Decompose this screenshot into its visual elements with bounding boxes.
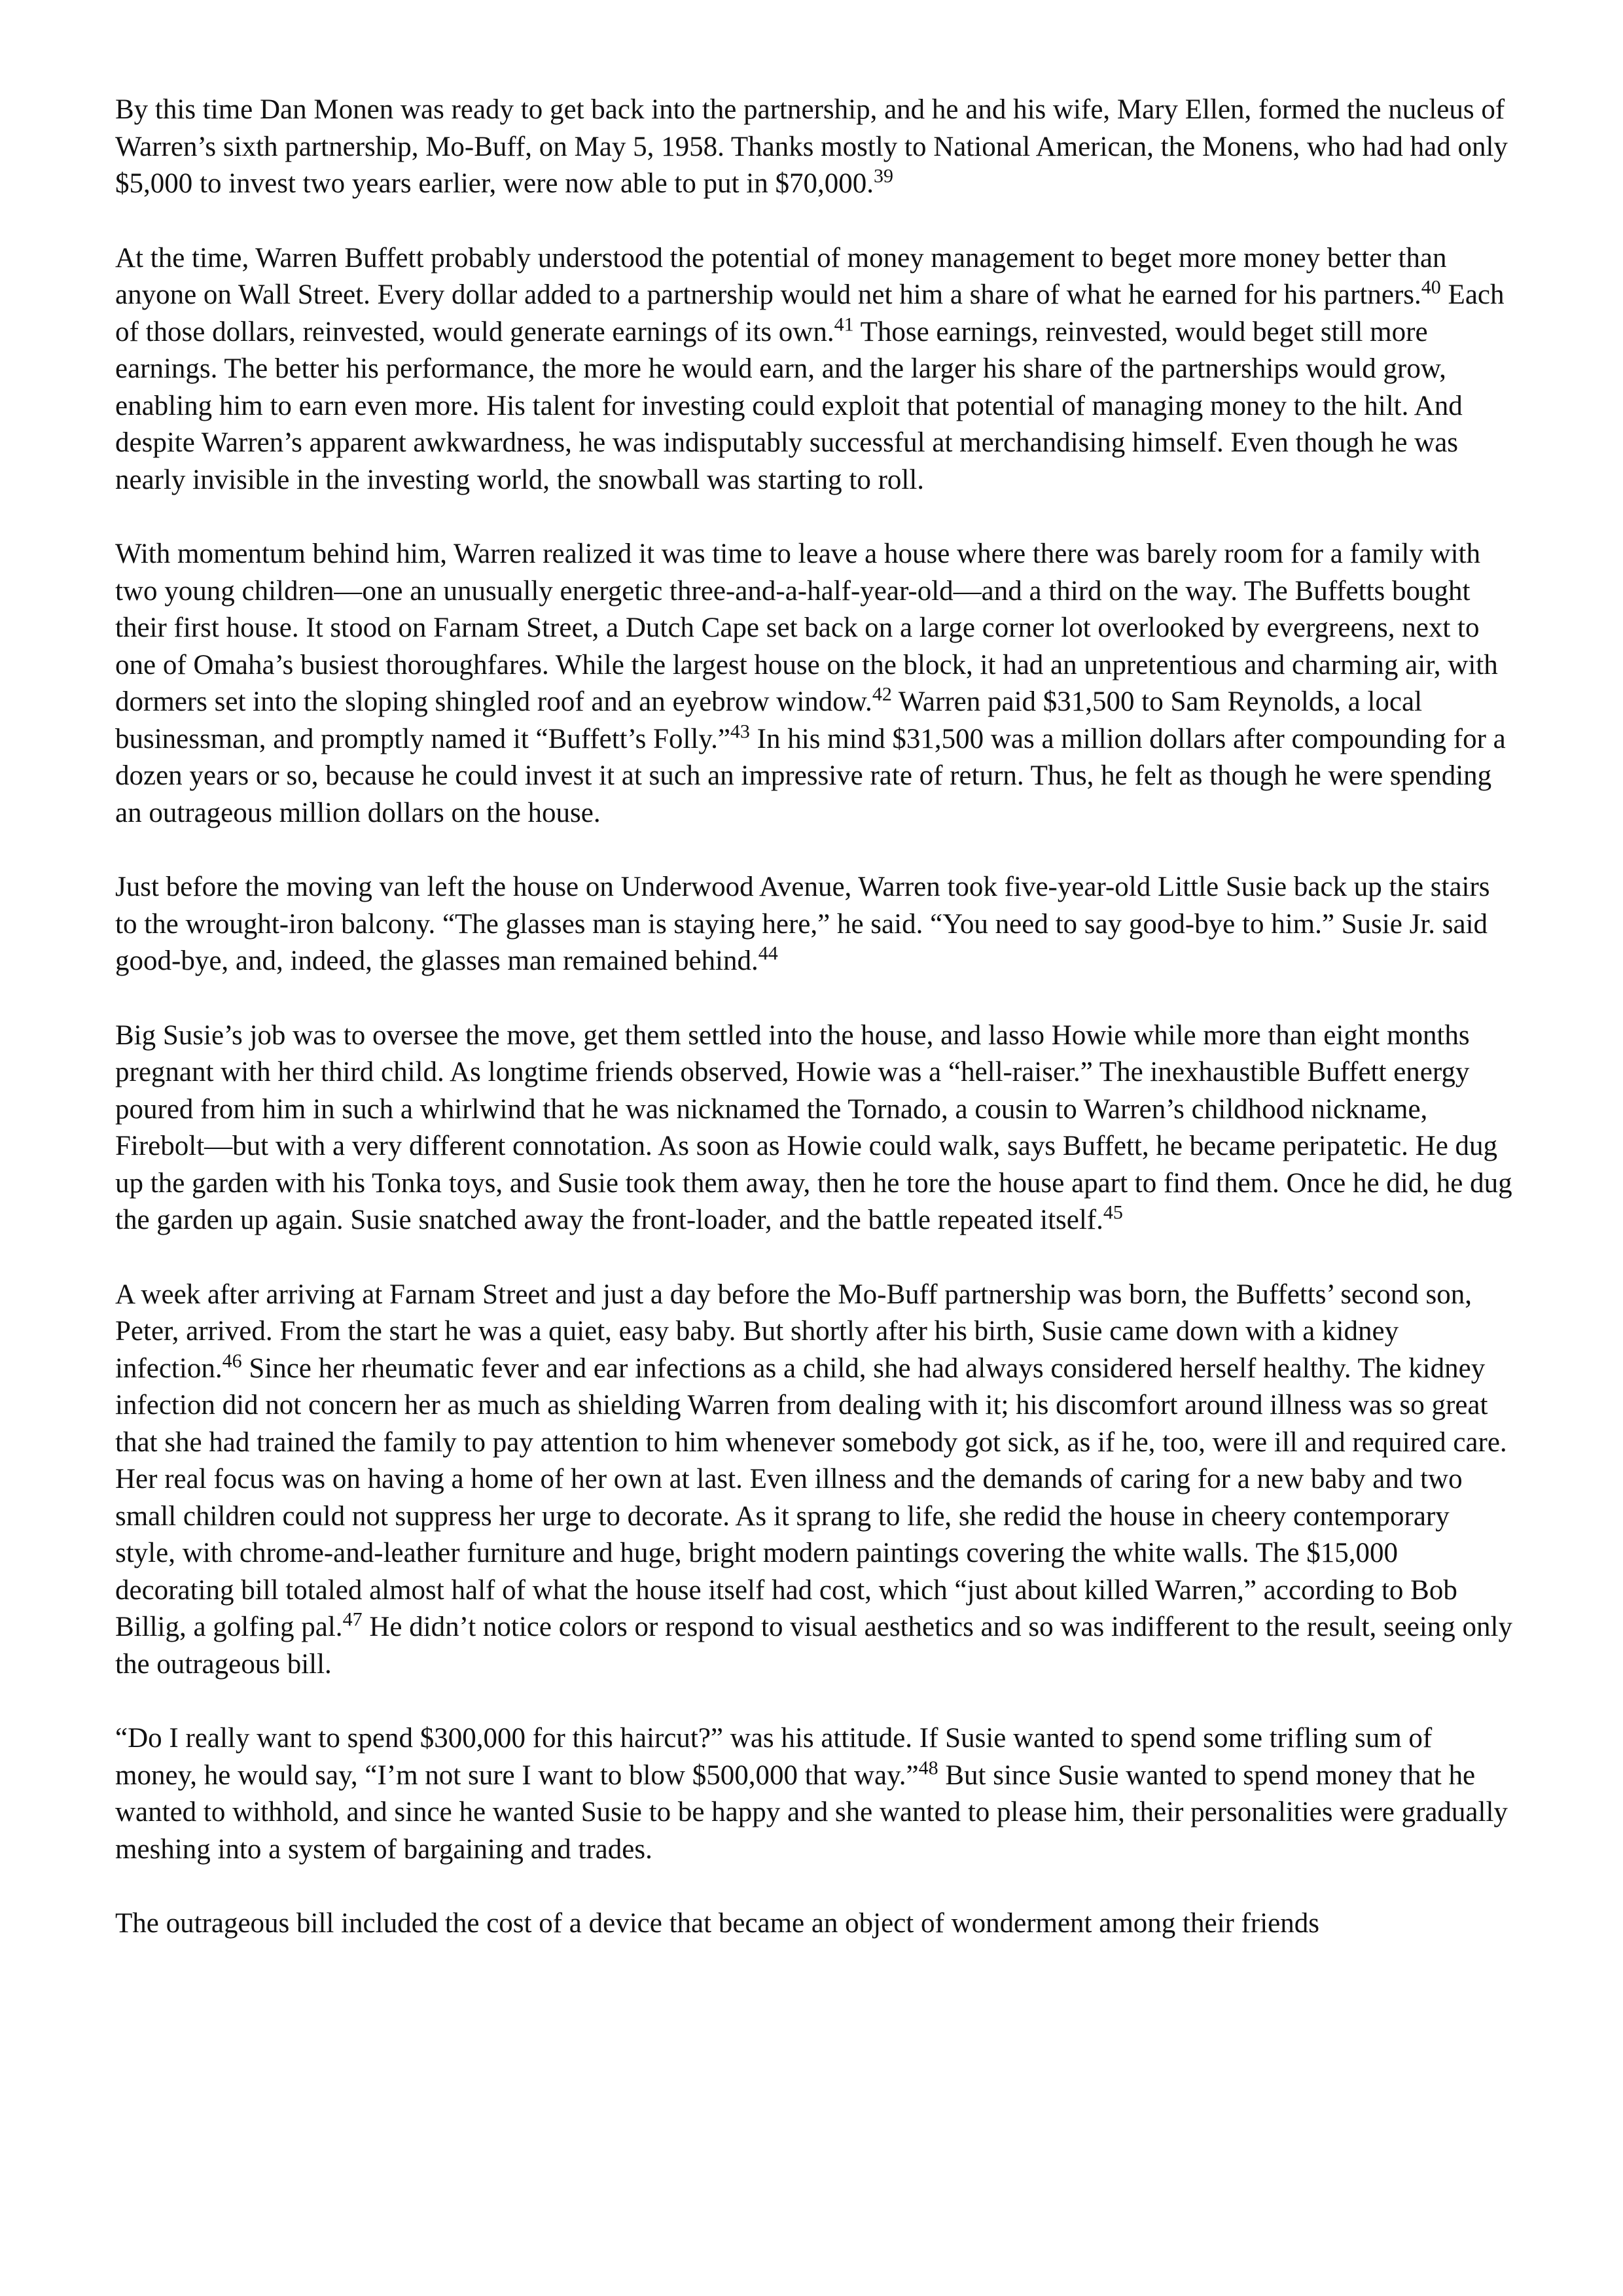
footnote-marker: 46 — [222, 1350, 242, 1372]
paragraph-text: At the time, Warren Buffett probably understood the potential of money management to beget more money better than anyone on Wall Street. Every dollar added to a partnership would net him a share of what he earned for his partners. — [115, 242, 1447, 310]
footnote-marker: 45 — [1103, 1201, 1123, 1224]
paragraph — [115, 1277, 1516, 1684]
paragraph-text: Since her rheumatic fever and ear infections as a child, she had always considered herself healthy. The kidney infection did not concern her as much as shielding Warren from dealing with it; his discomfort around illness was so great that she had trained the family to pay attention to him whenever somebody got sick, as if he, too, were ill and required care. Her real focus was on having a home of her own at last. Even illness and the demands of caring for a new baby and two small children could not suppress her urge to decorate. As it sprang to life, she redid the house in cheery contemporary style, with chrome-and-leather furniture and huge, bright modern paintings covering the white walls. The $15,000 decorating bill totaled almost half of what the house itself had cost, which “just about killed Warren,” according to Bob Billig, a golfing pal. — [115, 1352, 1507, 1642]
footnote-marker: 48 — [918, 1757, 938, 1779]
paragraph-text: “Do I really want to spend $300,000 for this haircut?” was his attitude. If Susie wanted to spend some trifling sum of money, he would say, “I’m not sure I want to blow $500,000 that way.” — [115, 1723, 1433, 1791]
footnote-marker: 43 — [730, 720, 750, 743]
paragraph-text: Those earnings, reinvested, would beget still more earnings. The better his performance, the more he would earn, and the larger his share of the partnerships would grow, enabling him to earn even more. His talent for investing could exploit that potential of managing money to the hilt. And despite Warren’s apparent awkwardness, he was indisputably successful at merchandising himself. Even though he was nearly invisible in the investing world, the snowball was starting to roll. — [115, 316, 1463, 495]
footnote-marker: 44 — [758, 942, 778, 964]
document-page — [115, 92, 1516, 1980]
paragraph-text: But since Susie wanted to spend money that he wanted to withhold, and since he wanted Susie to be happy and she wanted to please him, their personalities were gradually meshing into a system of bargaining and trades. — [115, 1759, 1508, 1865]
footnote-marker: 42 — [872, 683, 892, 705]
paragraph — [115, 536, 1516, 832]
paragraph-text: With momentum behind him, Warren realized it was time to leave a house where there was barely room for a family with two young children—one an unusually energetic three-and-a-half-year-old—and a third on the way. The Buffetts bought their first house. It stood on Farnam Street, a Dutch Cape set back on a large corner lot overlooked by evergreens, next to one of Omaha’s busiest thoroughfares. While the largest house on the block, it had an unpretentious and charming air, with dormers set into the sloping shingled roof and an eyebrow window. — [115, 539, 1498, 717]
paragraph-text: A week after arriving at Farnam Street and just a day before the Mo-Buff partnership was born, the Buffetts’ second son, Peter, arrived. From the start he was a quiet, easy baby. But shortly after his birth, Susie came down with a kidney infection. — [115, 1279, 1472, 1384]
footnote-marker: 40 — [1421, 276, 1441, 298]
paragraph-text: By this time Dan Monen was ready to get back into the partnership, and he and his wife, Mary Ellen, formed the nucleus of Warren’s sixth partnership, Mo-Buff, on May 5, 1958. Thanks mostly to National American, the Monens, who had had only $5,000 to invest two years earlier, were now able to put in $70,000. — [115, 94, 1508, 199]
paragraph-text: Big Susie’s job was to oversee the move, get them settled into the house, and lasso Howie while more than eight months pregnant with her third child. As longtime friends observed, Howie was a “hell-raiser.” The inexhaustible Buffett energy poured from him in such a whirlwind that he was nicknamed the Tornado, a cousin to Warren’s childhood nickname, Firebolt—but with a very different connotation. As soon as Howie could walk, says Buffett, he became peripatetic. He dug up the garden with his Tonka toys, and Susie took them away, then he tore the house apart to find them. Once he did, he dug the garden up again. Susie snatched away the front-loader, and the battle repeated itself. — [115, 1019, 1512, 1235]
paragraph-text: Warren paid $31,500 to Sam Reynolds, a local businessman, and promptly named it “Buffett’s Folly.” — [115, 686, 1423, 754]
paragraph — [115, 1017, 1516, 1239]
paragraph — [115, 1720, 1516, 1868]
paragraph — [115, 92, 1516, 203]
paragraph-text: The outrageous bill included the cost of a device that became an object of wonderment among their friends — [115, 1908, 1319, 1939]
paragraph-text: Just before the moving van left the house on Underwood Avenue, Warren took five-year-old Little Susie back up the stairs to the wrought-iron balcony. “The glasses man is staying here,” he said. “You need to say good-bye to him.” Susie Jr. said good-bye, and, indeed, the glasses man remained behind. — [115, 872, 1490, 976]
paragraph-text: Each of those dollars, reinvested, would generate earnings of its own. — [115, 279, 1505, 347]
footnote-marker: 47 — [342, 1608, 363, 1631]
footnote-marker: 39 — [874, 165, 894, 187]
paragraph — [115, 240, 1516, 499]
paragraph-text: He didn’t notice colors or respond to visual aesthetics and so was indifferent to the result, seeing only the outrageous bill. — [115, 1612, 1512, 1680]
paragraph — [115, 1905, 1516, 1943]
paragraph-text: In his mind $31,500 was a million dollars after compounding for a dozen years or so, because he could invest it at such an impressive rate of return. Thus, he felt as though he were spending an outrageous million dollars on the house. — [115, 723, 1506, 828]
footnote-marker: 41 — [834, 313, 854, 336]
paragraph — [115, 869, 1516, 980]
